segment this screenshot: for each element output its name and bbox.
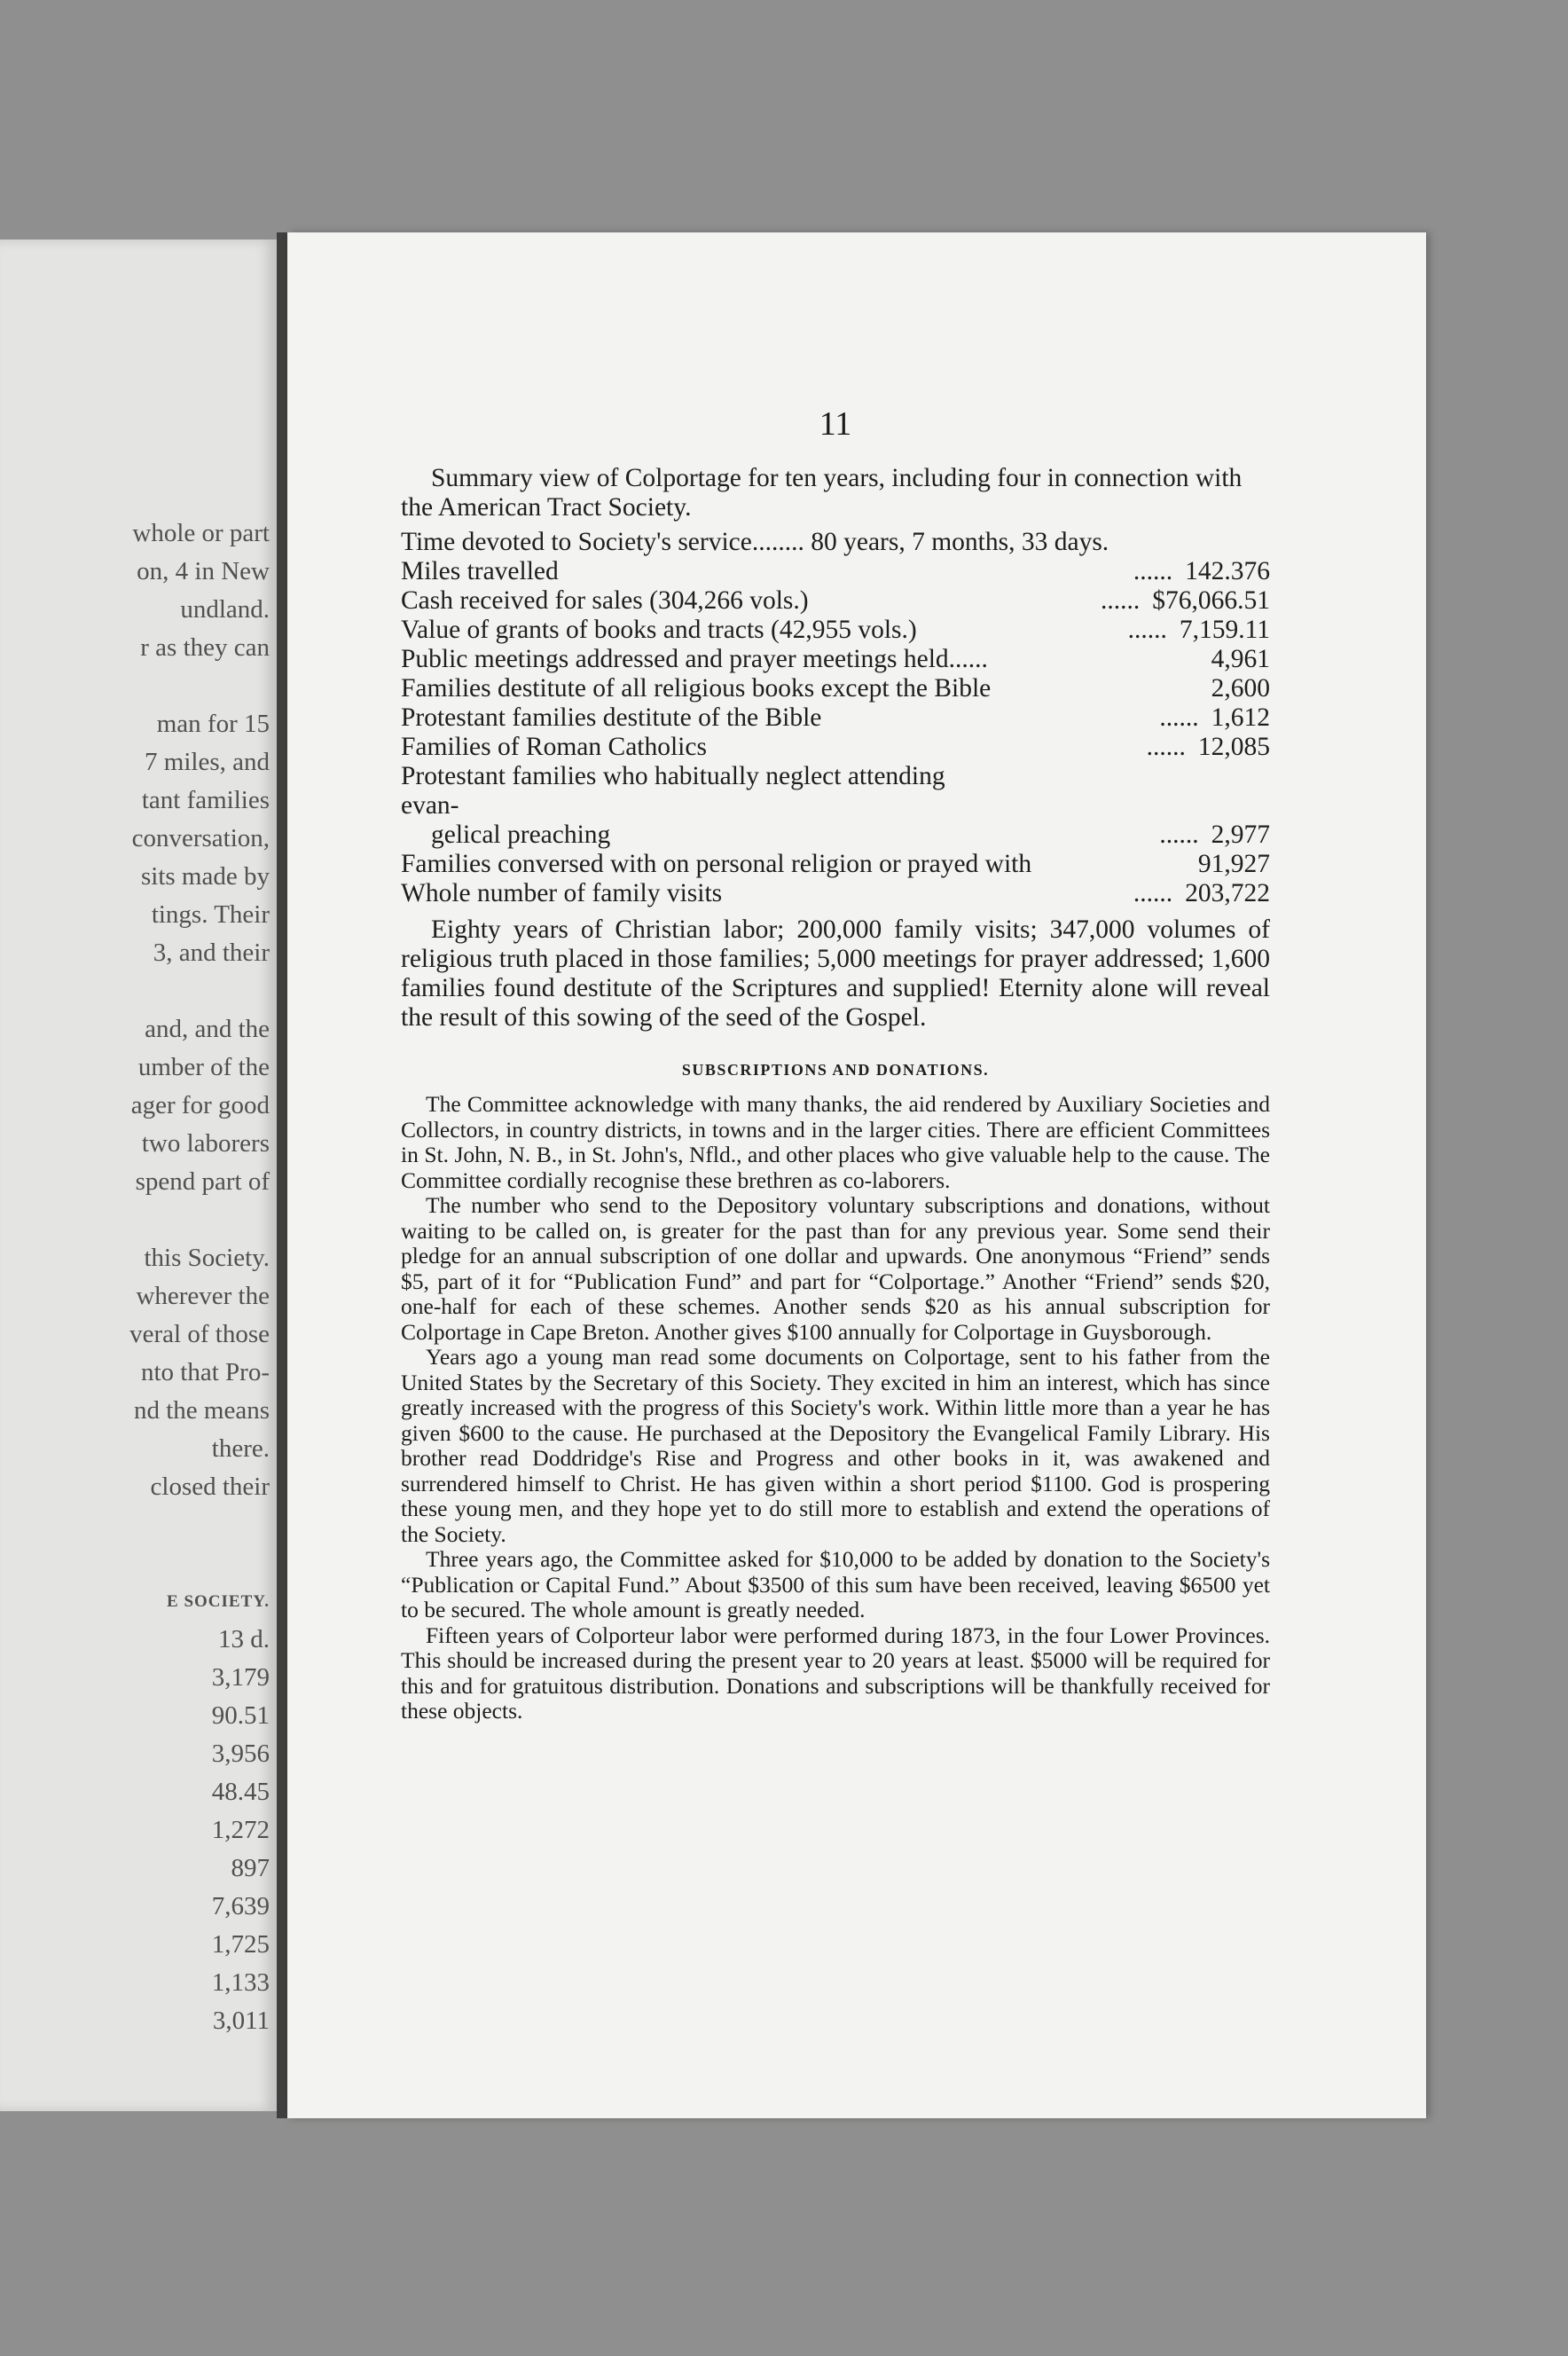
facing-page-line: conversation,: [131, 824, 270, 852]
stat-label: [401, 879, 986, 908]
facing-page-line: 48.45: [211, 1778, 270, 1806]
facing-page-line: nto that Pro-: [141, 1358, 270, 1386]
facing-page-line: undland.: [180, 595, 270, 624]
stat-value-text: 7,159.11: [1179, 616, 1270, 644]
page-content: [401, 405, 1270, 1724]
facing-page-line: ager for good: [130, 1091, 270, 1119]
stat-label: [401, 762, 986, 850]
stat-value: [986, 879, 1270, 908]
facing-page-line: veral of those: [129, 1320, 270, 1348]
stat-label-text: Cash received for sales (304,266 vols.): [401, 586, 809, 615]
donations-paragraph: The number who send to the Depository voluntary subscriptions and donations, without waiting to be called on, is greater for the past than for any previous year. Some send their pledge for an annual subscription of one dollar and upwards. One anonymous “Friend” sends $5, part of it for “Publication Fund” and part for “Colportage.” Another “Friend” sends $20, one-half for each of these schemes. Another sends $20 as his annual subscription for Colportage in Cape Breton. Another gives $100 annually for Colportage in Guysborough.: [401, 1192, 1270, 1345]
facing-page-line: [4, 667, 270, 705]
facing-page-line: sits made by: [141, 862, 270, 891]
stat-label-text: Protestant families destitute of the Bible: [401, 703, 822, 732]
stat-row: [401, 879, 1270, 908]
page-number: 11: [819, 405, 852, 443]
stat-row: [401, 850, 1270, 879]
facing-page-line: 7,639: [211, 1892, 270, 1920]
facing-page-line: 3, and their: [153, 938, 270, 967]
facing-page-line: tings. Their: [151, 900, 270, 929]
stat-value: [986, 821, 1270, 850]
stat-value: [1110, 850, 1270, 879]
facing-page-line: umber of the: [137, 1053, 270, 1081]
stat-label: [401, 645, 1110, 674]
book-page: [287, 232, 1426, 2118]
stat-label-text: Protestant families who habitually neglect attending evan-: [401, 762, 945, 820]
stat-label-text: Whole number of family visits: [401, 879, 723, 907]
stat-leader-dots: ......: [1159, 703, 1199, 732]
stat-row: [401, 528, 1270, 557]
stat-label-text: Families conversed with on personal religion or prayed with: [401, 850, 1032, 878]
stat-value: [986, 557, 1270, 586]
stat-value: [986, 733, 1270, 762]
stat-leader-dots: ......: [1159, 821, 1199, 849]
stat-value-text: 203,722: [1185, 879, 1270, 907]
facing-page-line: 1,725: [211, 1930, 270, 1959]
stat-leader-dots: ......: [1101, 586, 1141, 615]
facing-page-line: whole or part: [132, 519, 270, 547]
stat-label-continuation: gelical preaching: [431, 821, 611, 849]
facing-page-line: man for 15: [156, 710, 270, 738]
book-gutter: [277, 232, 287, 2118]
stat-row: [401, 733, 1270, 762]
facing-page-line: wherever the: [136, 1282, 270, 1310]
stat-row: [401, 586, 1270, 616]
stat-row: [401, 557, 1270, 586]
donations-text: [401, 1092, 1270, 1724]
stat-value-text: 142.376: [1185, 557, 1270, 585]
stat-row: [401, 762, 1270, 850]
stat-value-text: 2,977: [1211, 821, 1270, 849]
stat-label: [401, 703, 986, 733]
stat-label: [401, 733, 986, 762]
stat-value: [1110, 645, 1270, 674]
facing-page-line: two laborers: [141, 1129, 270, 1158]
stat-label: [401, 528, 1110, 557]
summary-paragraph: Eighty years of Christian labor; 200,000 family visits; 347,000 volumes of religious truth placed in those families; 5,000 meetings for prayer addressed; 1,600 families found destitute of the Scriptures and supplied! Eternity alone will reveal the result of this sowing of the seed of the Gospel.: [401, 915, 1270, 1032]
facing-page-line: r as they can: [140, 633, 270, 662]
stat-leader-dots: ......: [1146, 733, 1186, 761]
facing-page-line: [4, 1506, 270, 1544]
facing-page-line: [4, 1201, 270, 1239]
stat-label-text: Families destitute of all religious books except the Bible: [401, 674, 992, 703]
summary-intro: Summary view of Colportage for ten years, including four in connection with the American Tract Society.: [401, 464, 1243, 522]
stat-label-text: Time devoted to Society's service........ 80 years, 7 months, 33 days.: [401, 528, 1109, 556]
stat-label: [401, 850, 1110, 879]
donations-paragraph: The Committee acknowledge with many thanks, the aid rendered by Auxiliary Societies and Collectors, in country districts, in towns and in the larger cities. There are efficient Committees in St. John, N. B., in St. John's, Nfld., and other places who give valuable help to the cause. The Committee cordially recognise these brethren as co-laborers.: [401, 1091, 1270, 1193]
facing-page-line: there.: [211, 1434, 270, 1463]
stat-label: [401, 616, 986, 645]
stat-row: [401, 645, 1270, 674]
stat-value: [1110, 674, 1270, 703]
stat-value-text: $76,066.51: [1152, 586, 1270, 615]
stat-label-text: Families of Roman Catholics: [401, 733, 707, 761]
section-heading: SUBSCRIPTIONS AND DONATIONS.: [681, 1061, 990, 1079]
stat-leader-dots: ......: [1133, 879, 1173, 907]
stat-leader-dots: ......: [1127, 616, 1167, 644]
facing-page-text: [4, 514, 270, 2040]
facing-page-line: 897: [231, 1854, 270, 1882]
stat-value-text: 12,085: [1197, 733, 1270, 761]
facing-page: [0, 240, 277, 2111]
facing-page-line: 3,179: [211, 1663, 270, 1692]
facing-page-line: [4, 1544, 270, 1582]
facing-page-line: [4, 972, 270, 1010]
facing-page-line: tant families: [141, 786, 270, 814]
facing-page-line: 7 miles, and: [145, 748, 270, 776]
stat-row: [401, 703, 1270, 733]
facing-page-line: 1,133: [211, 1968, 270, 1997]
facing-page-line: and, and the: [145, 1015, 270, 1043]
facing-page-line: 1,272: [211, 1816, 270, 1844]
facing-page-line: closed their: [150, 1472, 270, 1501]
stat-value: [986, 616, 1270, 645]
stat-row: [401, 616, 1270, 645]
facing-page-line: 3,956: [211, 1740, 270, 1768]
donations-paragraph: Years ago a young man read some documents on Colportage, sent to his father from the United States by the Secretary of this Society. They excited in him an interest, which has since greatly increased with the progress of this Society's work. Within little more than a year he has given $600 to the cause. He purchased at the Depository the Evangelical Family Library. His brother read Doddridge's Rise and Progress and other books in it, was awakened and surrendered himself to Christ. He has given within a short period $1100. God is prospering these young men, and they hope yet to do still more to establish and extend the operations of the Society.: [401, 1344, 1270, 1547]
facing-page-line: 90.51: [211, 1701, 270, 1730]
stat-value-text: 1,612: [1211, 703, 1270, 732]
stat-value-text: 91,927: [1197, 850, 1270, 878]
stat-label: [401, 557, 986, 586]
stat-label-text: Miles travelled: [401, 557, 559, 585]
stat-value-text: 2,600: [1211, 674, 1270, 703]
stat-value-text: 4,961: [1211, 645, 1270, 673]
stat-label: [401, 674, 1110, 703]
stat-value: [986, 703, 1270, 733]
facing-page-line: spend part of: [135, 1167, 270, 1196]
stat-leader-dots: ......: [1133, 557, 1173, 585]
facing-page-line: E SOCIETY.: [167, 1592, 270, 1611]
stat-label-text: Public meetings addressed and prayer meetings held......: [401, 645, 988, 673]
stat-value: [986, 586, 1270, 616]
facing-page-line: 13 d.: [218, 1625, 270, 1653]
stat-label-text: Value of grants of books and tracts (42,955 vols.): [401, 616, 917, 644]
donations-paragraph: Fifteen years of Colporteur labor were performed during 1873, in the four Lower Provinces. This should be increased during the present year to 20 years at least. $5000 will be required for this and for gratuitous distribution. Donations and subscriptions will be thankfully received for these objects.: [401, 1622, 1270, 1724]
facing-page-line: 3,011: [212, 2007, 270, 2035]
stat-row: [401, 674, 1270, 703]
statistics-list: [401, 528, 1270, 908]
facing-page-line: this Society.: [144, 1244, 270, 1272]
donations-paragraph: Three years ago, the Committee asked for $10,000 to be added by donation to the Society's “Publication or Capital Fund.” About $3500 of this sum have been received, leaving $6500 yet to be secured. The whole amount is greatly needed.: [401, 1546, 1270, 1622]
stat-label: [401, 586, 986, 616]
facing-page-line: on, 4 in New: [137, 557, 270, 585]
facing-page-line: nd the means: [133, 1396, 270, 1425]
